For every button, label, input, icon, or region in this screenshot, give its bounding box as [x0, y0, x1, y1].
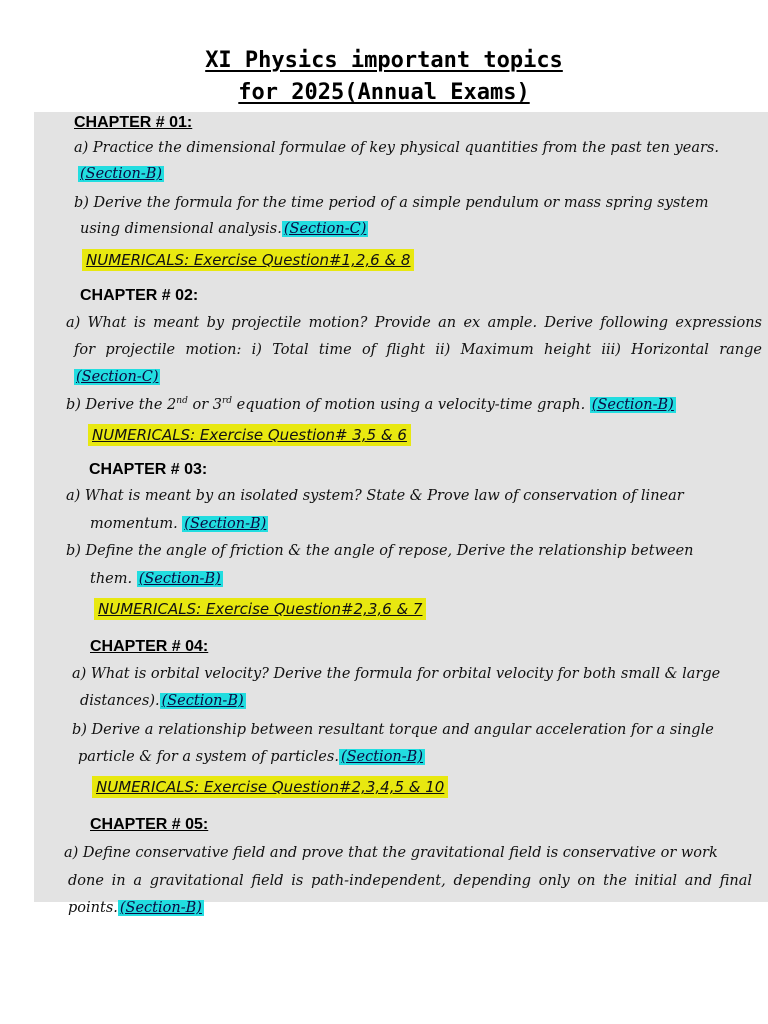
- chapter-04-numericals: NUMERICALS: Exercise Question#2,3,4,5 & 10: [92, 776, 448, 798]
- section-tag: (Section-B): [80, 166, 163, 182]
- page-subtitle: for 2025(Annual Exams): [238, 80, 530, 105]
- chapter-01-question-b: b) Derive the formula for the time period of a simple pendulum or mass spring system: [74, 195, 709, 211]
- chapter-04-question-b-cont: particle & for a system of particles. (Section-B): [78, 749, 423, 765]
- page-title: XI Physics important topics: [205, 48, 563, 73]
- chapter-01-question-a-section: [78, 163, 164, 185]
- chapter-01-heading: CHAPTER # 01:: [74, 114, 193, 131]
- section-tag: (Section-B): [138, 571, 221, 587]
- chapter-02-question-b: b) Derive the 2nd or 3rd equation of motion using a velocity-time graph. (Section-B): [66, 396, 674, 413]
- chapter-03-heading: CHAPTER # 03:: [89, 461, 208, 478]
- chapter-01-question-b-cont: using dimensional analysis. (Section-C): [80, 221, 367, 237]
- section-tag: (Section-B): [161, 693, 244, 709]
- chapter-02-question-a-cont: for projectile motion: i) Total time of flight ii) Maximum height iii) Horizontal range: [74, 342, 762, 358]
- chapter-02-question-a-section: [74, 366, 160, 388]
- chapter-04-question-b: b) Derive a relationship between resultant torque and angular acceleration for a single: [72, 722, 714, 738]
- chapter-01-numericals: NUMERICALS: Exercise Question#1,2,6 & 8: [82, 249, 414, 271]
- chapter-05-question-a: a) Define conservative field and prove that the gravitational field is conservative or work: [64, 845, 718, 861]
- section-tag: (Section-B): [591, 397, 674, 413]
- section-tag: (Section-C): [76, 369, 159, 385]
- chapter-05-question-a-cont: done in a gravitational field is path-independent, depending only on the initial and final: [68, 873, 752, 889]
- section-tag: (Section-C): [283, 221, 367, 237]
- section-tag: (Section-B): [119, 900, 202, 916]
- chapter-03-question-b-cont: them. (Section-B): [90, 571, 221, 587]
- section-tag: (Section-B): [340, 749, 423, 765]
- section-tag: (Section-B): [184, 516, 267, 532]
- chapter-04-heading: CHAPTER # 04:: [90, 638, 209, 655]
- chapter-03-question-b: b) Define the angle of friction & the angle of repose, Derive the relationship between: [66, 543, 694, 559]
- chapter-01-question-a: a) Practice the dimensional formulae of key physical quantities from the past ten years.: [74, 140, 719, 156]
- chapter-02-question-a: a) What is meant by projectile motion? Provide an ex ample. Derive following expressions: [66, 315, 762, 331]
- chapter-04-question-a-cont: distances). (Section-B): [80, 693, 244, 709]
- chapter-05-heading: CHAPTER # 05:: [90, 816, 209, 833]
- chapter-02-numericals: NUMERICALS: Exercise Question# 3,5 & 6: [88, 424, 411, 446]
- chapter-03-question-a-cont: momentum. (Section-B): [90, 516, 267, 532]
- chapter-03-numericals: NUMERICALS: Exercise Question#2,3,6 & 7: [94, 598, 426, 620]
- chapter-03-question-a: a) What is meant by an isolated system? State & Prove law of conservation of linear: [66, 488, 684, 504]
- chapter-02-heading: CHAPTER # 02:: [80, 287, 199, 304]
- chapter-04-question-a: a) What is orbital velocity? Derive the formula for orbital velocity for both small & large: [72, 666, 721, 682]
- chapter-05-question-a-end: points. (Section-B): [68, 900, 202, 916]
